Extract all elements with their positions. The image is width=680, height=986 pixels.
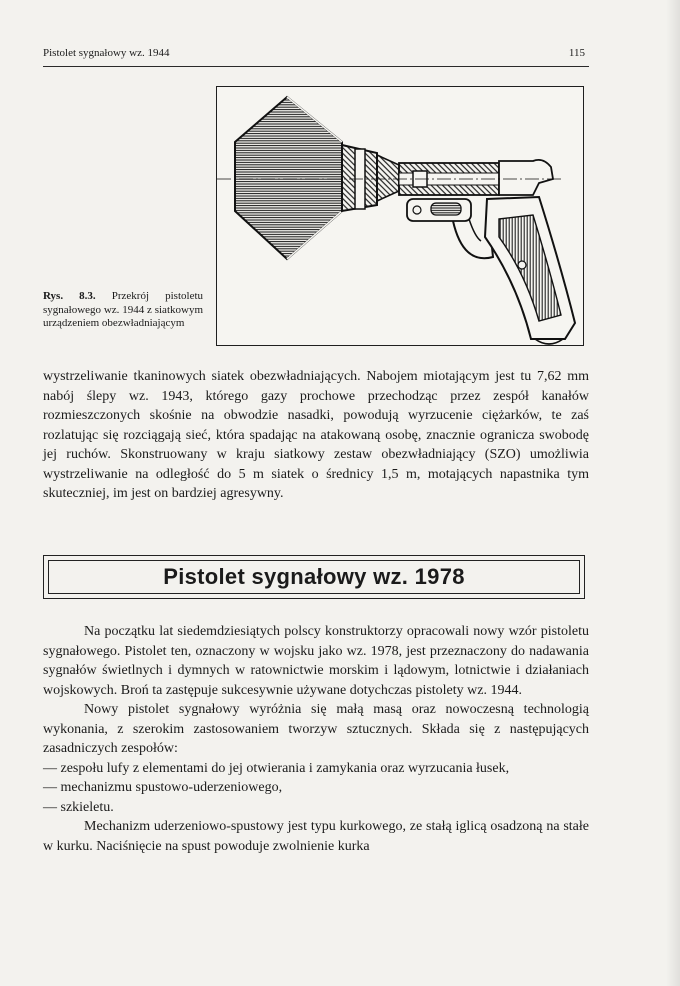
- list-item: — mechanizmu spustowo-uderzeniowego,: [43, 780, 283, 795]
- figure-caption-text: Przekrój pistoletu sygnałowego wz. 1944 z siatkowym urządzeniem obezwładniającym: [43, 290, 204, 329]
- figure-label: Rys. 8.3.: [43, 290, 96, 302]
- page-number: 115: [568, 47, 585, 59]
- header-rule: [43, 66, 589, 67]
- running-header: [43, 46, 585, 62]
- section-body: [43, 622, 589, 856]
- section-title: Pistolet sygnałowy wz. 1978: [163, 564, 465, 589]
- pistol-cross-section-drawing: [217, 87, 583, 345]
- frame-top: [499, 160, 553, 195]
- running-title: Pistolet sygnałowy wz. 1944: [43, 47, 170, 59]
- net-cup: [235, 97, 342, 259]
- list-item: — zespołu lufy z elementami do jej otwierania i zamykania oraz wyrzucania łusek,: [43, 760, 510, 776]
- figure-caption: [43, 290, 203, 331]
- section-paragraph-3: Mechanizm uderzeniowo-spustowy jest typu kurkowego, ze stałą iglicą osadzoną na stałe w kurku. Naciśnięcie na spust powoduje zwolnienie kurka: [43, 819, 589, 854]
- section-paragraph-2: Nowy pistolet sygnałowy wyróżnia się małą masą oraz nowoczesną technologią wykonania, z szerokim zastosowaniem tworzyw sztucznych. Składa się z następujących zasadniczych zespołów:: [43, 702, 589, 756]
- body-paragraph-continued: [43, 367, 589, 504]
- page-edge-shadow: [666, 0, 680, 986]
- section-paragraph-1: Na początku lat siedemdziesiątych polscy konstruktorzy opracowali nowy wzór pistoletu sygnałowego. Pistolet ten, oznaczony w wojsku jako wz. 1978, jest przeznaczony do nadawania sygnałów świetlnych i dymnych w ratownictwie morskim i lądowym, lotnictwie i działaniach wojskowych. Broń ta zastępuje sukcesywnie używane dotychczas pistolety wz. 1944.: [43, 624, 589, 698]
- section-heading-inner-frame: [48, 560, 580, 594]
- list-item: — szkieletu.: [43, 799, 114, 815]
- figure-illustration-frame: [216, 86, 584, 346]
- paragraph-top: wystrzeliwanie tkaninowych siatek obezwładniających. Nabojem miotającym jest tu 7,62 mm nabój ślepy wz. 1943, którego gazy prochowe przechodząc przez zespół kanałów rozmieszczonych skośnie na obwodzie nasadki, powodują wyrzucenie ciężarków, te zaś rozlatując się rozciągają sieć, która spadając na atakowaną osobę, znacznie ogranicza swobodę jej ruchów. Skonstruowany w kraju siatkowy zestaw obezwładniający (SZO) umożliwia wystrzeliwanie na odległość do 5 m siatek o średnicy 1,5 m, motających napastnika tym skuteczniej, im jest on bardziej agresywny.: [43, 369, 589, 501]
- section-heading-frame: [43, 555, 585, 599]
